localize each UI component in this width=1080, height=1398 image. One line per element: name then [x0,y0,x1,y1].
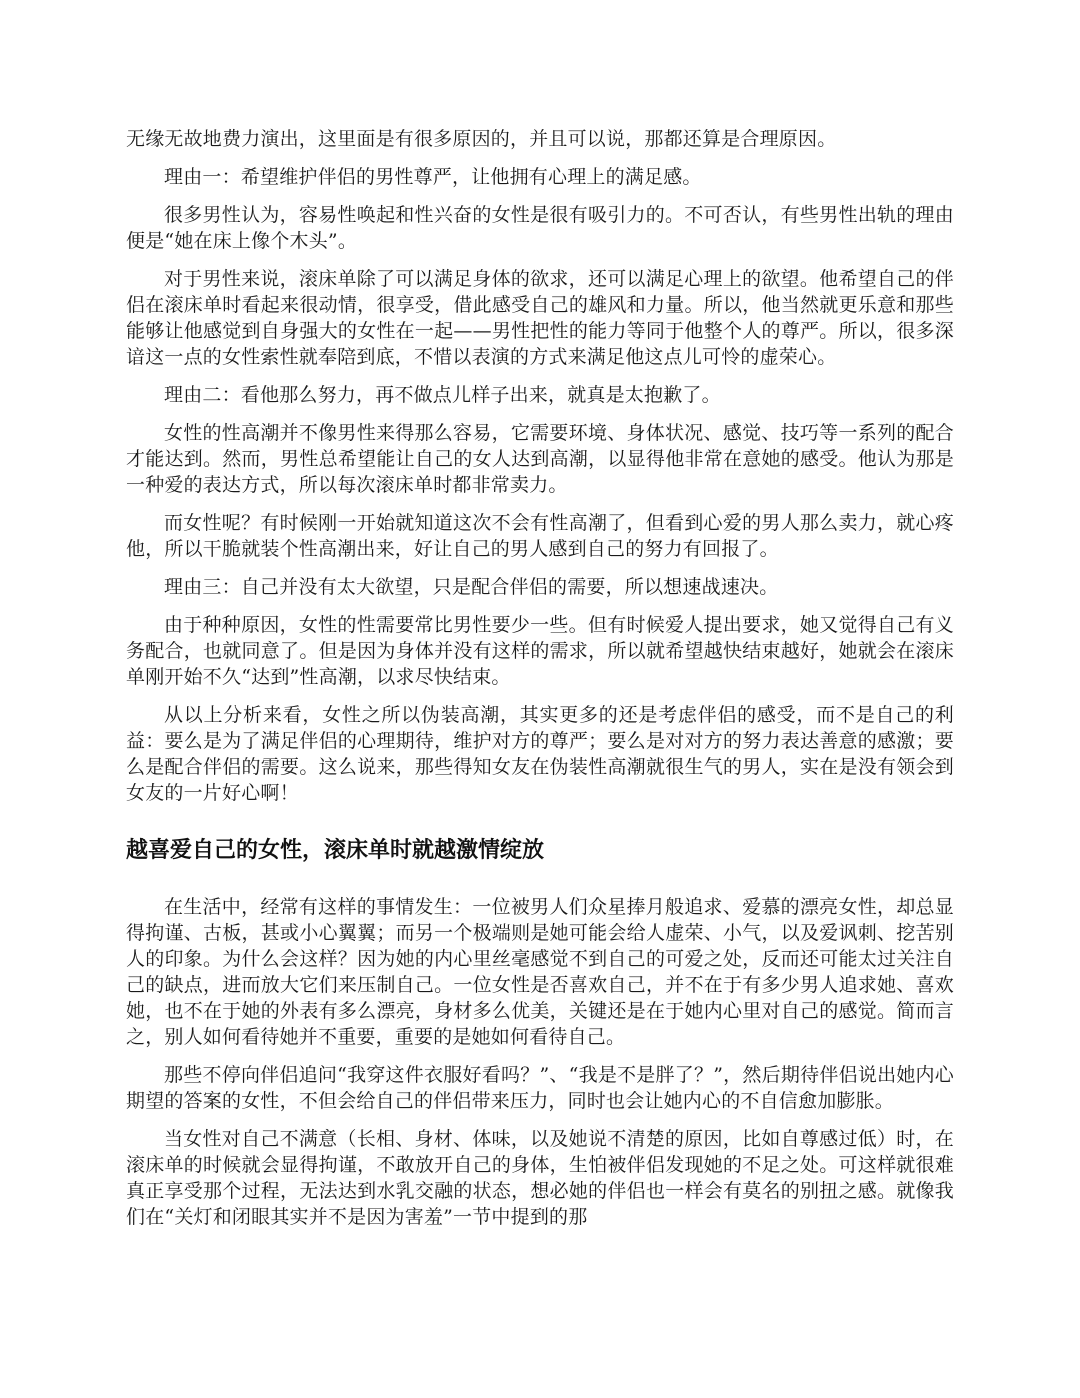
reason-heading-2: 理由二：看他那么努力，再不做点儿样子出来，就真是太抱歉了。 [164,384,721,406]
paragraph: 女性的性高潮并不像男性来得那么容易，它需要环境、身体状况、感觉、技巧等一系列的配合才能达到。然而，男性总希望能让自己的女人达到高潮，以显得他非常在意她的感受。他认为那是一种爱的表达方式，所以每次滚床单时都非常卖力。 [126,422,954,496]
paragraph: 那些不停向伴侣追问“我穿这件衣服好看吗？”、“我是不是胖了？”，然后期待伴侣说出她内心期望的答案的女性，不但会给自己的伴侣带来压力，同时也会让她内心的不自信愈加膨胀。 [126,1064,954,1112]
paragraph: 当女性对自己不满意（长相、身材、体味，以及她说不清楚的原因，比如自尊感过低）时，在滚床单的时候就会显得拘谨，不敢放开自己的身体，生怕被伴侣发现她的不足之处。可这样就很难真正享受那个过程，无法达到水乳交融的状态，想必她的伴侣也一样会有莫名的别扭之感。就像我们在“关灯和闭眼其实并不是因为害羞”一节中提到的那 [126,1128,954,1228]
paragraph: 对于男性来说，滚床单除了可以满足身体的欲求，还可以满足心理上的欲望。他希望自己的伴侣在滚床单时看起来很动情，很享受，借此感受自己的雄风和力量。所以，他当然就更乐意和那些能够让他感觉到自身强大的女性在一起——男性把性的能力等同于他整个人的尊严。所以，很多深谙这一点的女性索性就奉陪到底，不惜以表演的方式来满足他这点儿可怜的虚荣心。 [126,268,954,368]
document-page [126,126,954,1242]
paragraph: 在生活中，经常有这样的事情发生：一位被男人们众星捧月般追求、爱慕的漂亮女性，却总显得拘谨、古板，甚或小心翼翼；而另一个极端则是她可能会给人虚荣、小气，以及爱讽刺、挖苦别人的印象。为什么会这样？因为她的内心里丝毫感觉不到自己的可爱之处，反而还可能太过关注自己的缺点，进而放大它们来压制自己。一位女性是否喜欢自己，并不在于有多少男人追求她、喜欢她，也不在于她的外表有多么漂亮，身材多么优美，关键还是在于她内心里对自己的感觉。简而言之，别人如何看待她并不重要，重要的是她如何看待自己。 [126,896,954,1048]
paragraph: 从以上分析来看，女性之所以伪装高潮，其实更多的还是考虑伴侣的感受，而不是自己的利益：要么是为了满足伴侣的心理期待，维护对方的尊严；要么是对对方的努力表达善意的感激；要么是配合伴侣的需要。这么说来，那些得知女友在伪装性高潮就很生气的男人，实在是没有领会到女友的一片好心啊！ [126,704,954,804]
paragraph: 由于种种原因，女性的性需要常比男性要少一些。但有时候爱人提出要求，她又觉得自己有义务配合，也就同意了。但是因为身体并没有这样的需求，所以就希望越快结束越好，她就会在滚床单刚开始不久“达到”性高潮，以求尽快结束。 [126,614,954,688]
paragraph: 无缘无故地费力演出，这里面是有很多原因的，并且可以说，那都还算是合理原因。 [126,128,837,150]
reason-heading-1: 理由一：希望维护伴侣的男性尊严，让他拥有心理上的满足感。 [164,166,702,188]
paragraph: 而女性呢？有时候刚一开始就知道这次不会有性高潮了，但看到心爱的男人那么卖力，就心疼他，所以干脆就装个性高潮出来，好让自己的男人感到自己的努力有回报了。 [126,512,954,560]
section-title: 越喜爱自己的女性，滚床单时就越激情绽放 [126,838,545,863]
paragraph: 很多男性认为，容易性唤起和性兴奋的女性是很有吸引力的。不可否认，有些男性出轨的理由便是“她在床上像个木头”。 [126,204,954,252]
reason-heading-3: 理由三：自己并没有太大欲望，只是配合伴侣的需要，所以想速战速决。 [164,576,779,598]
